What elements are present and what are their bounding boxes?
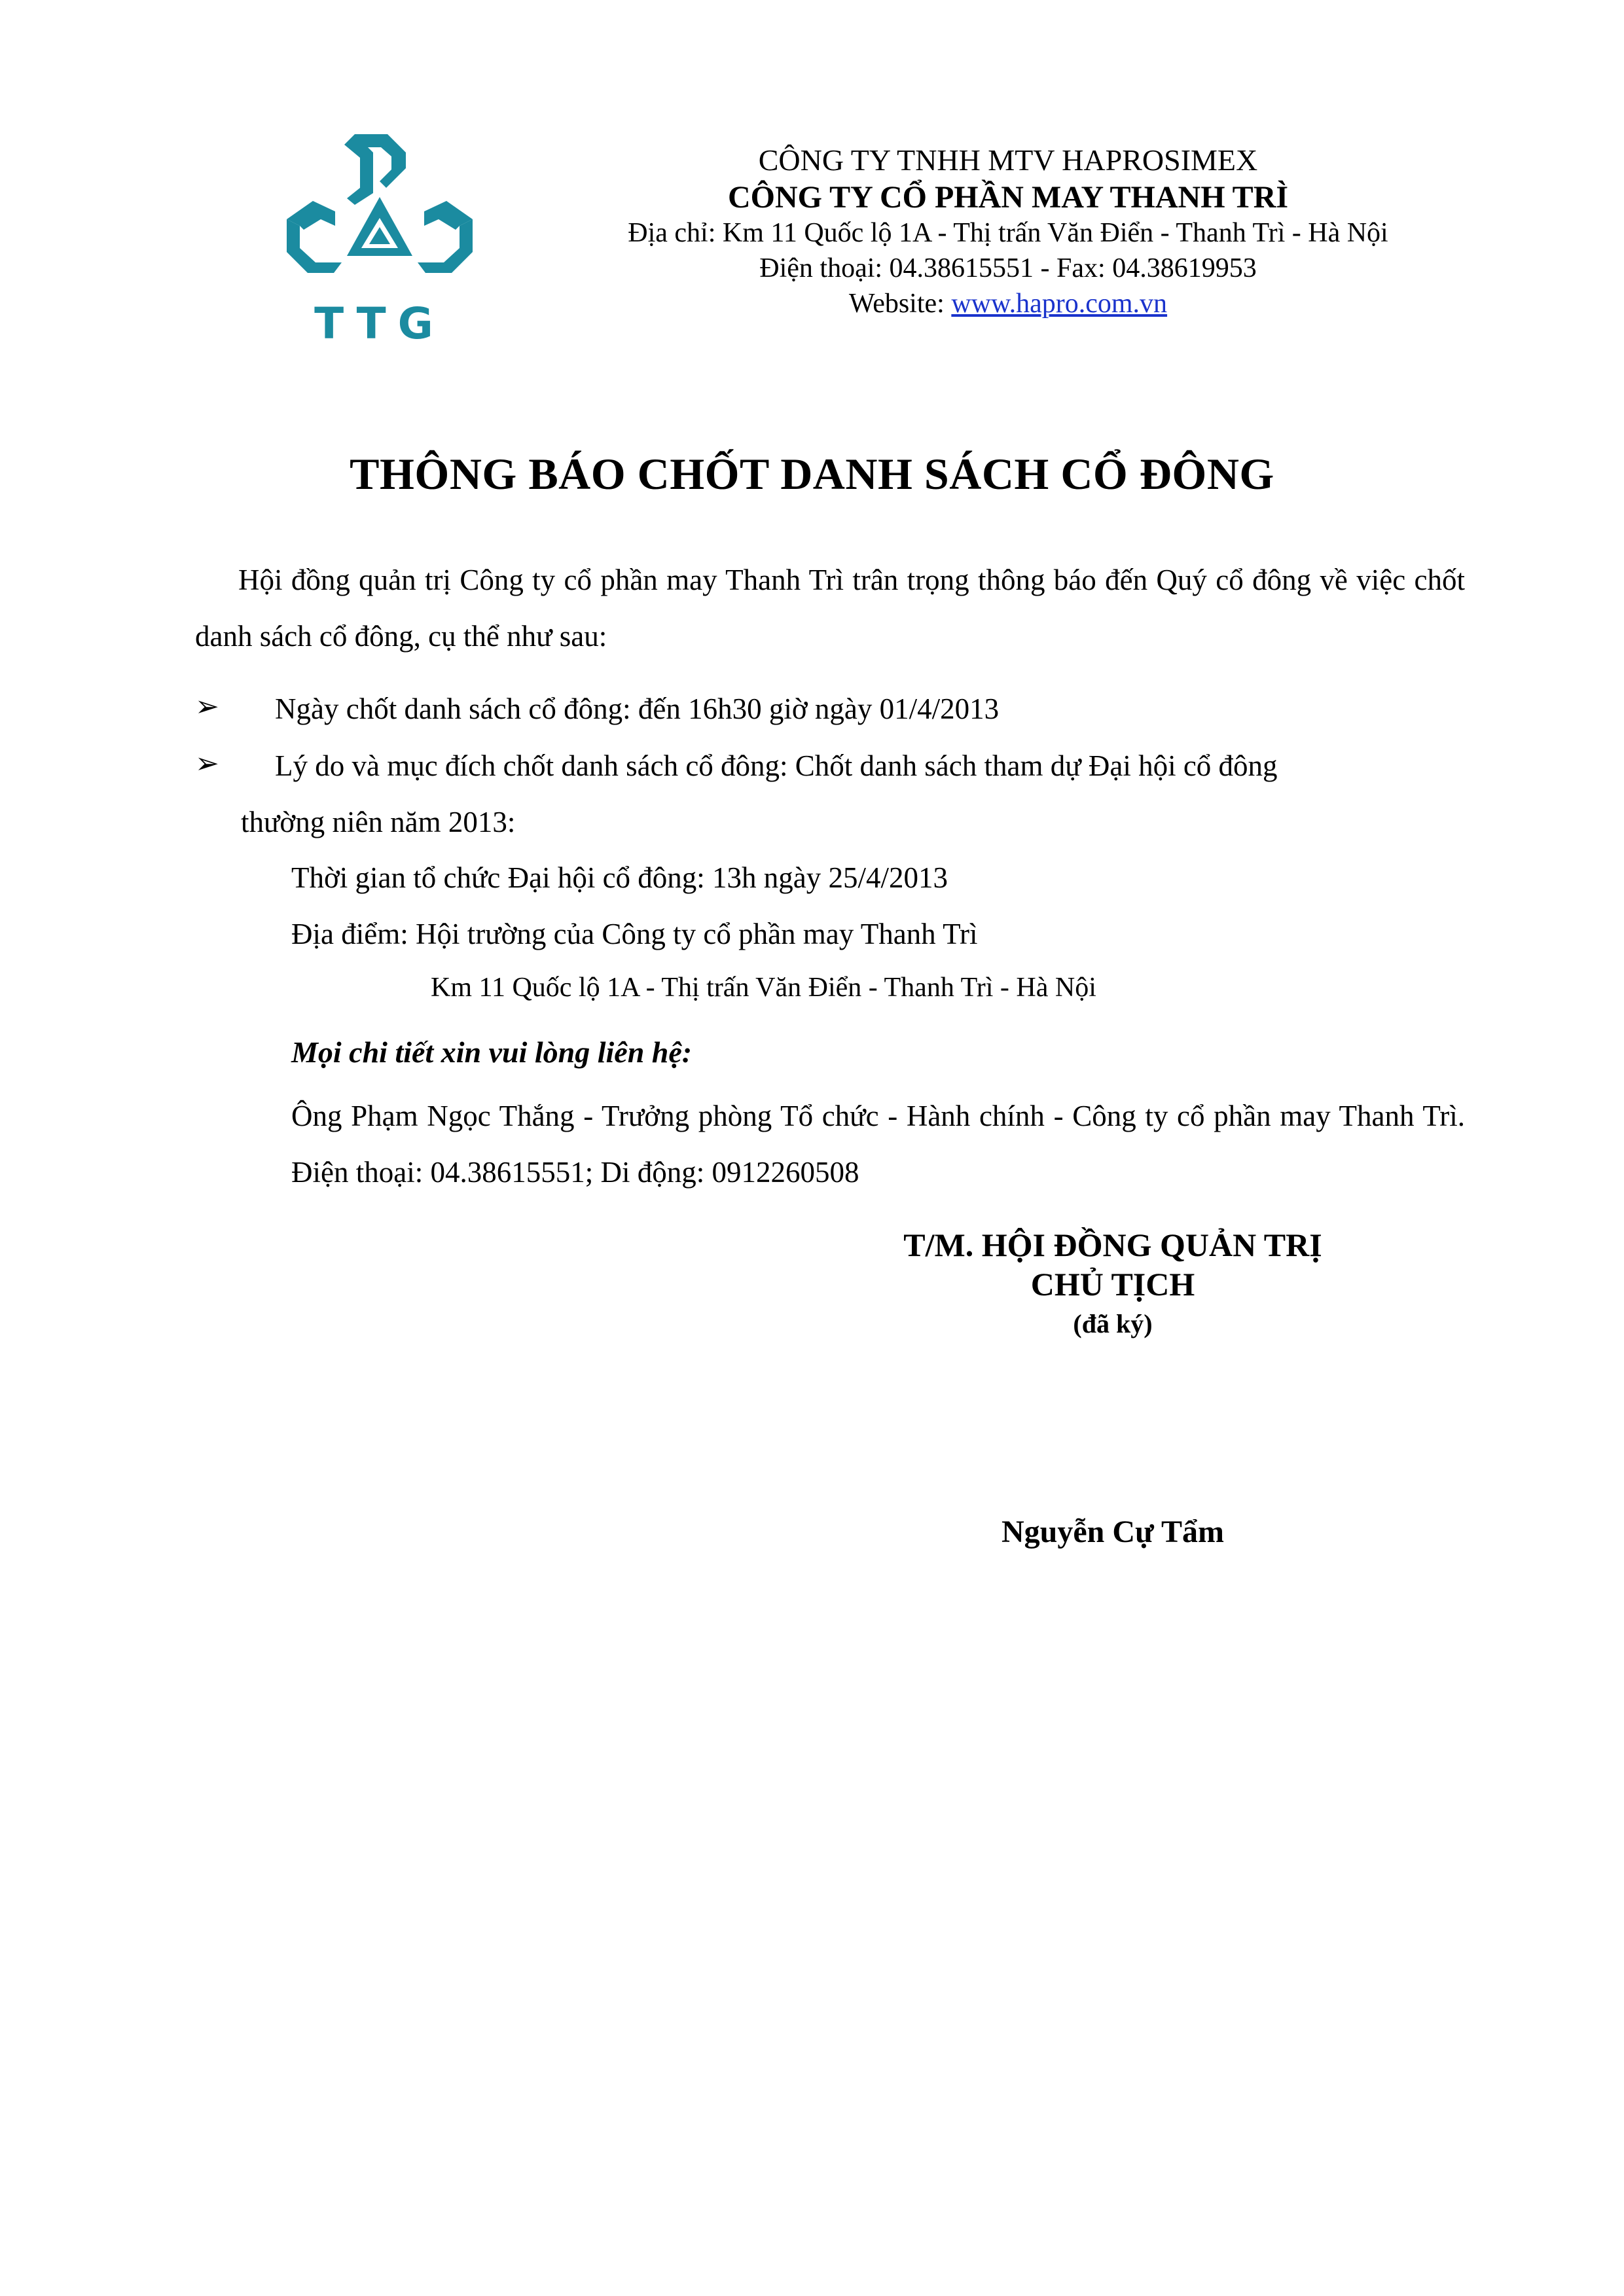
meeting-time: Thời gian tổ chức Đại hội cổ đông: 13h ngày 25/4/2013 <box>291 861 948 894</box>
purpose-item-continuation: thường niên năm 2013: <box>241 806 516 838</box>
company-website <box>471 290 1545 317</box>
parent-company-name: CÔNG TY TNHH MTV HAPROSIMEX <box>758 143 1258 177</box>
signatory-name: Nguyễn Cự Tẩm <box>1001 1515 1224 1549</box>
meeting-place: Địa điểm: Hội trường của Công ty cổ phần may Thanh Trì <box>291 918 978 950</box>
record-date-item: Ngày chốt danh sách cổ đông: đến 16h30 giờ ngày 01/4/2013 <box>275 692 1000 725</box>
signature-position: CHỦ TỊCH <box>1030 1266 1195 1302</box>
company-phone-fax: Điện thoại: 04.38615551 - Fax: 04.38619953 <box>759 253 1257 283</box>
ttg-logo-mark <box>281 128 478 344</box>
website-link[interactable]: www.hapro.com.vn <box>951 289 1168 319</box>
purpose-item: Lý do và mục đích chốt danh sách cổ đông: Chốt danh sách tham dự Đại hội cổ đông <box>275 749 1278 782</box>
company-logo <box>281 128 478 344</box>
company-name: CÔNG TY CỔ PHẦN MAY THANH TRÌ <box>727 180 1289 215</box>
signature-note: (đã ký) <box>1073 1309 1153 1338</box>
meeting-address: Km 11 Quốc lộ 1A - Thị trấn Văn Điển - Thanh Trì - Hà Nội <box>431 973 1096 1003</box>
company-address: Địa chỉ: Km 11 Quốc lộ 1A - Thị trấn Văn Điển - Thanh Trì - Hà Nội <box>628 218 1388 248</box>
signature-board-title: T/M. HỘI ĐỒNG QUẢN TRỊ <box>903 1227 1322 1263</box>
intro-paragraph: Hội đồng quản trị Công ty cổ phần may Thanh Trì trân trọng thông báo đến Quý cổ đông về việc chốt danh sách cổ đông, cụ thể như sau: <box>195 564 1465 653</box>
bullet-arrow-icon: ➢ <box>195 691 219 723</box>
bullet-arrow-icon: ➢ <box>195 747 219 780</box>
website-label: Website: <box>848 289 952 319</box>
document-title: THÔNG BÁO CHỐT DANH SÁCH CỔ ĐÔNG <box>350 449 1274 499</box>
contact-heading: Mọi chi tiết xin vui lòng liên hệ: <box>291 1035 693 1069</box>
contact-details: Ông Phạm Ngọc Thắng - Trưởng phòng Tổ chức - Hành chính - Công ty cổ phần may Thanh Trì. Điện thoại: 04.38615551; Di động: 0912260508 <box>291 1100 1465 1189</box>
logo-text: TTG <box>314 298 445 344</box>
